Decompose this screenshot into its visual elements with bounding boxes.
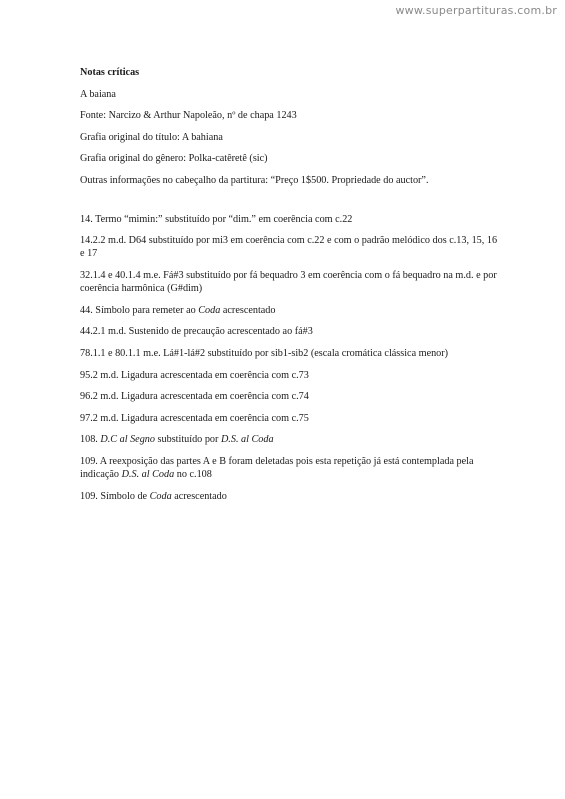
note-item: 44.2.1 m.d. Sustenido de precaução acrescentado ao fá#3 — [80, 326, 313, 338]
site-watermark: www.superpartituras.com.br — [395, 4, 557, 17]
note-item — [80, 490, 500, 503]
note-item — [80, 304, 500, 317]
note-text: 44. Símbolo para remeter ao — [80, 304, 199, 316]
note-emphasis: D.S. al Coda — [220, 434, 274, 446]
header-info: Outras informações no cabeçalho da partitura: “Preço 1$500. Propriedade do auctor”. — [80, 175, 429, 187]
note-text: acrescentado — [220, 304, 276, 316]
note-item: 95.2 m.d. Ligadura acrescentada em coerência com c.73 — [80, 369, 309, 381]
note-item: 32.1.4 e 40.1.4 m.e. Fá#3 substituído por fá bequadro 3 em coerência com o fá bequadro na m.d. e por coerência harmônica (G#dim) — [80, 270, 497, 295]
note-item: 14.2.2 m.d. D64 substituído por mi3 em coerência com c.22 e com o padrão melódico dos c.13, 15, 16 e 17 — [80, 235, 498, 260]
note-item: 97.2 m.d. Ligadura acrescentada em coerência com c.75 — [80, 412, 309, 424]
note-text: no c.108 — [174, 469, 212, 481]
note-text: 109. Símbolo de — [80, 490, 150, 502]
note-emphasis: D.C al Segno — [100, 434, 155, 446]
notes-heading: Notas críticas — [80, 67, 140, 78]
note-item — [80, 433, 500, 446]
note-item — [80, 455, 500, 481]
note-text: acrescentado — [171, 490, 227, 502]
original-title-spelling: Grafia original do título: A bahiana — [80, 131, 223, 143]
note-item: 78.1.1 e 80.1.1 m.e. Lá#1-lá#2 substituído por sib1-sib2 (escala cromática clássica menor) — [80, 348, 449, 360]
section-spacer — [80, 196, 500, 213]
note-text: substituído por — [155, 434, 221, 446]
note-text: 109. A reexposição das partes A e B foram deletadas pois esta repetição já está contemplada pela indicação — [80, 456, 474, 481]
work-title: A baiana — [80, 88, 116, 100]
original-genre-spelling: Grafia original do gênero: Polka-catêretê (sic) — [80, 153, 268, 165]
note-emphasis: Coda — [198, 304, 221, 316]
critical-notes — [80, 66, 500, 511]
note-item: 14. Termo “mimin:” substituído por “dim.” em coerência com c.22 — [80, 213, 353, 225]
note-emphasis: Coda — [149, 490, 172, 502]
source-line: Fonte: Narcizo & Arthur Napoleão, nº de chapa 1243 — [80, 110, 297, 122]
note-emphasis: D.S. al Coda — [121, 469, 175, 481]
note-text: 108. — [80, 434, 101, 446]
note-item: 96.2 m.d. Ligadura acrescentada em coerência com c.74 — [80, 391, 309, 403]
